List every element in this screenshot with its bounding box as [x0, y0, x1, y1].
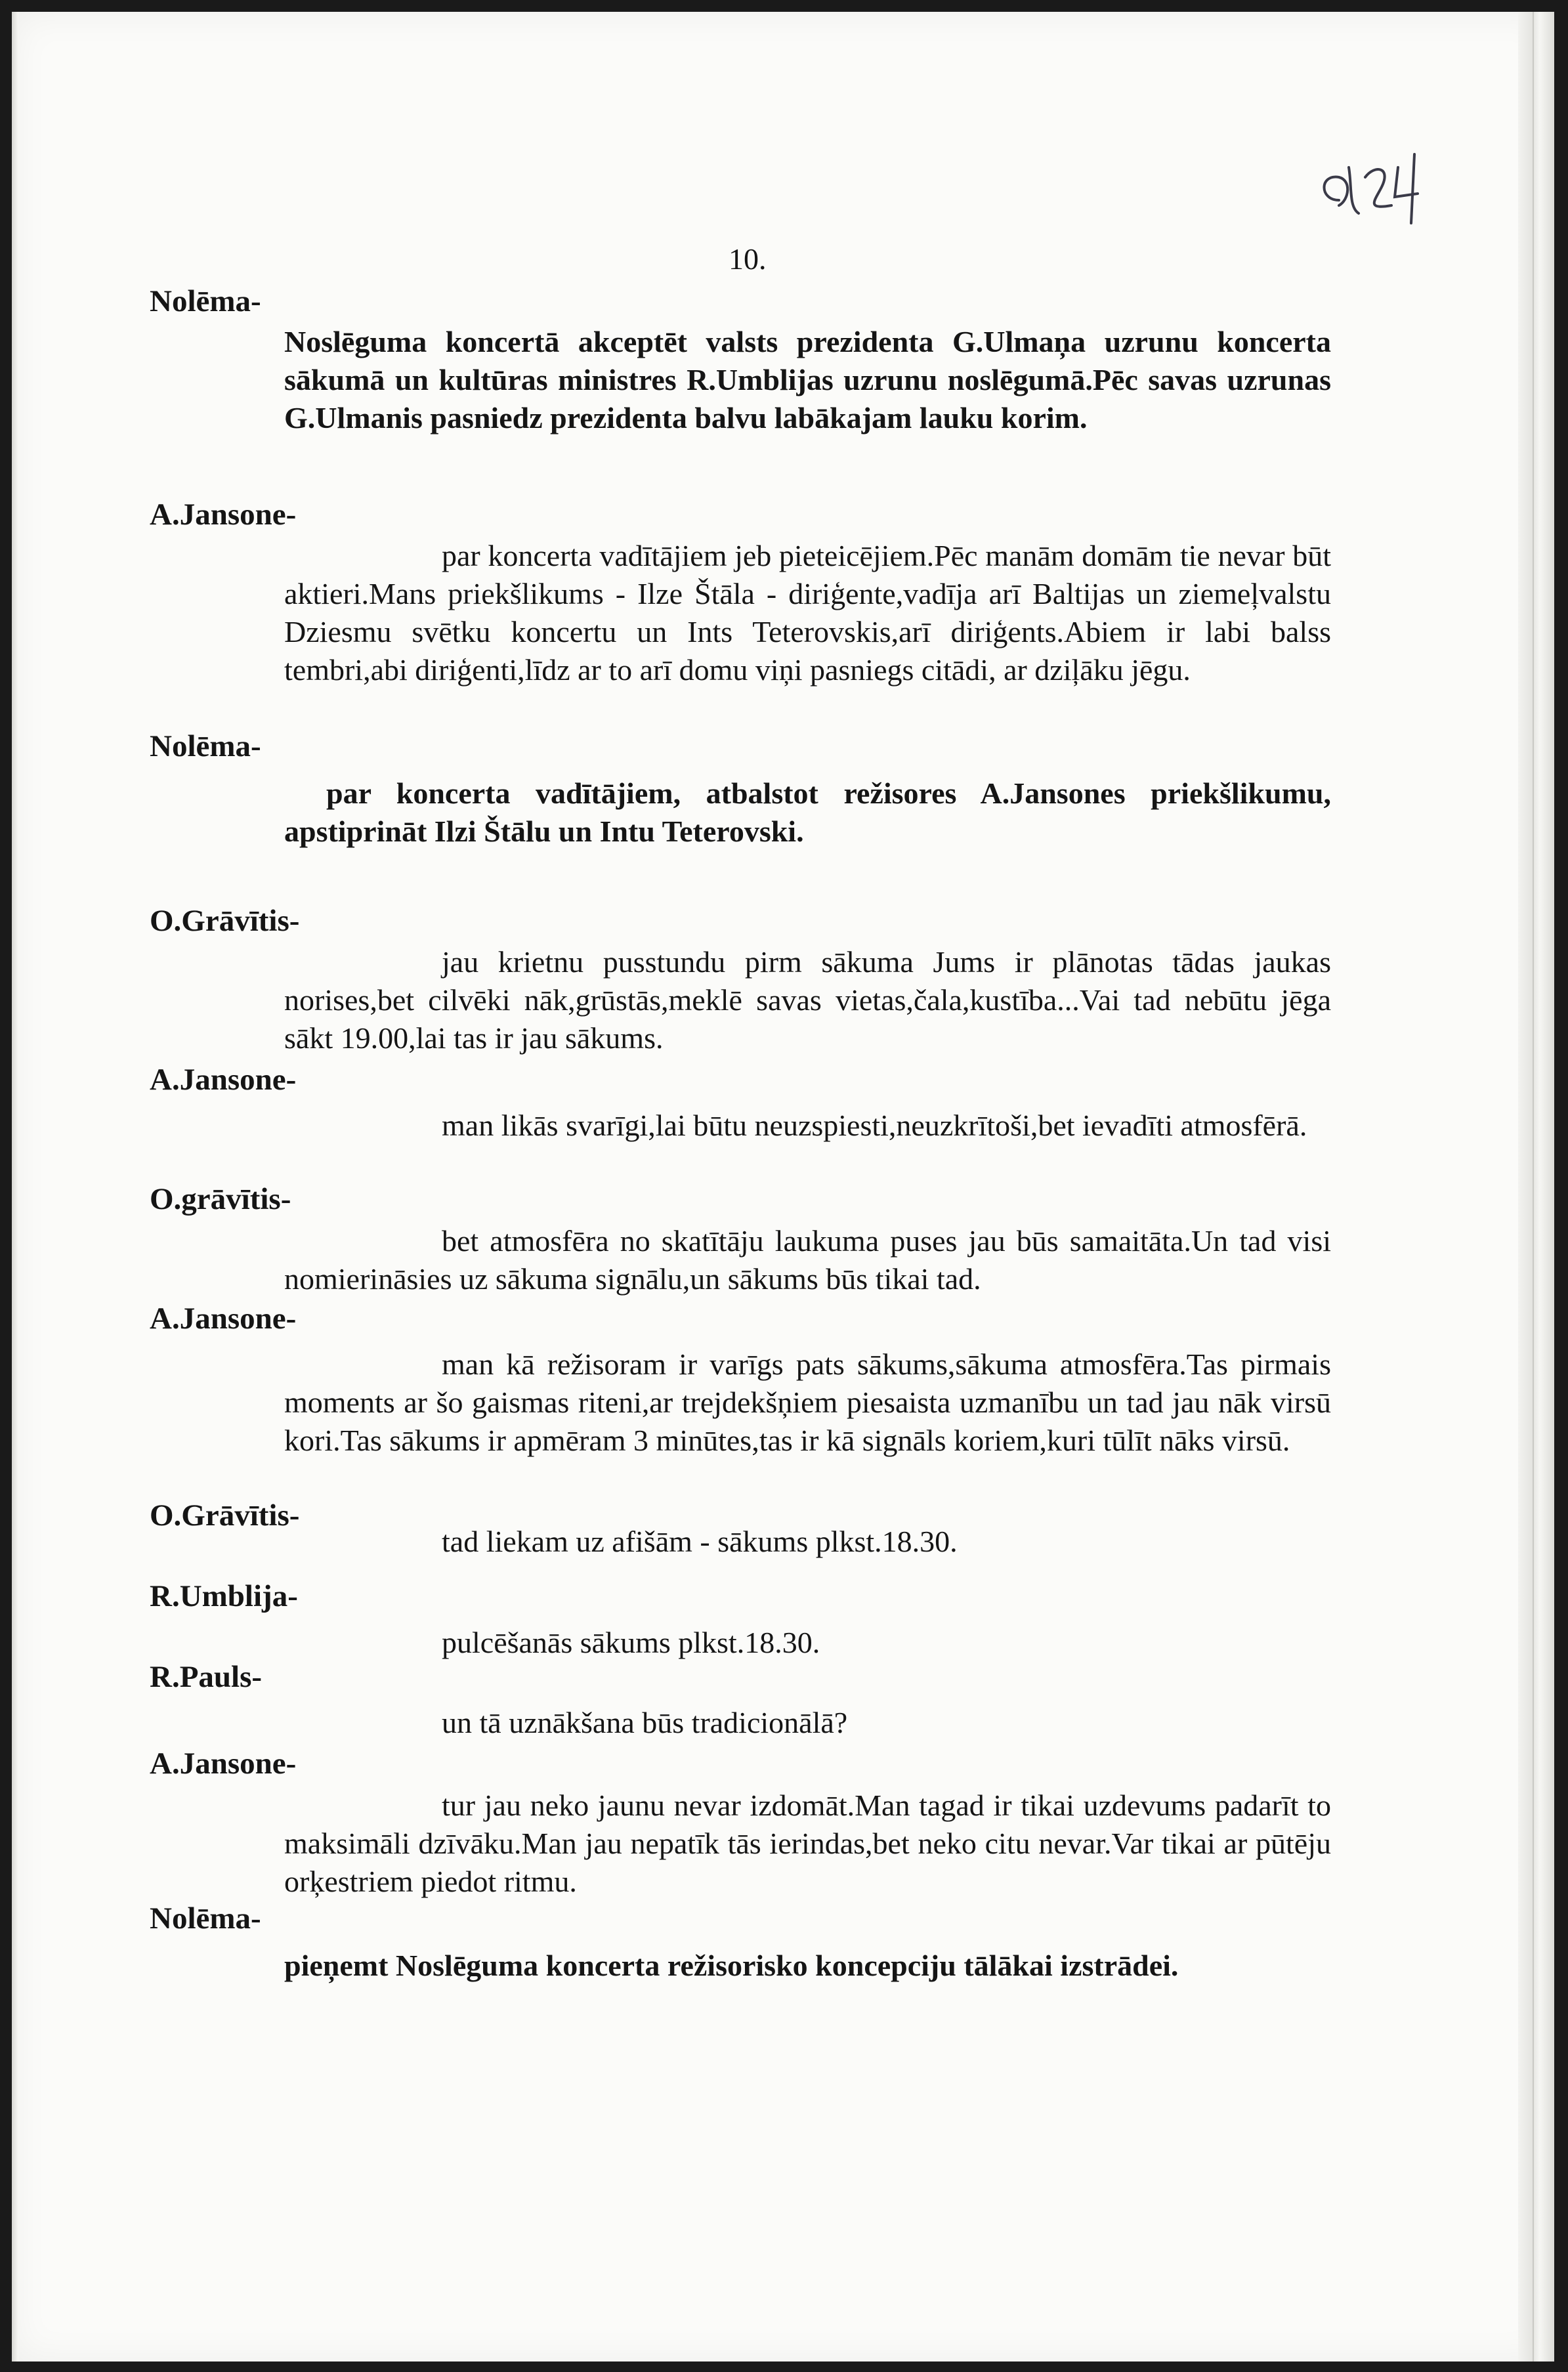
- statement-text: tad liekam uz afišām - sākums plkst.18.30.: [442, 1525, 958, 1558]
- speaker-label: R.Pauls-: [150, 1660, 263, 1694]
- page-right-edge: [1518, 12, 1554, 2361]
- speaker-label: O.Grāvītis-: [150, 1498, 300, 1533]
- speaker-label: A.Jansone-: [150, 498, 297, 532]
- speaker-label: A.Jansone-: [150, 1302, 297, 1336]
- speaker-label: Nolēma-: [150, 1901, 261, 1936]
- speaker-label: Nolēma-: [150, 729, 261, 763]
- handwritten-page-mark: [1313, 128, 1437, 226]
- statement-text: bet atmosfēra no skatītāju laukuma puses jau būs samaitāta.Un tad visi nomierināsies uz sākuma signālu,un sākums būs tikai tad.: [284, 1224, 1331, 1296]
- statement-text: tur jau neko jaunu nevar izdomāt.Man tagad ir tikai uzdevums padarīt to maksimāli dzīvāku.Man jau nepatīk tās ierindas,bet neko citu nevar.Var tikai ar pūtēju orķestriem piedot ritmu.: [284, 1789, 1331, 1898]
- statement-text: pulcēšanās sākums plkst.18.30.: [442, 1626, 820, 1659]
- page-left-edge: [12, 12, 18, 2361]
- resolution-text: par koncerta vadītājiem, atbalstot režisores A.Jansones priekšlikumu, apstiprināt Ilzi Štālu un Intu Teterovski.: [284, 776, 1331, 848]
- statement-text: man kā režisoram ir varīgs pats sākums,sākuma atmosfēra.Tas pirmais moments ar šo gaismas riteni,ar trejdekšņiem piesaista uzmanību un tad jau nāk virsū kori.Tas sākums ir apmēram 3 minūtes,tas ir kā signāls koriem,kuri tūlīt nāks virsū.: [284, 1347, 1331, 1457]
- resolution-text: pieņemt Noslēguma koncerta režisorisko koncepciju tālākai izstrādei.: [284, 1949, 1179, 1982]
- speaker-label: O.Grāvītis-: [150, 904, 300, 938]
- speaker-label: O.grāvītis-: [150, 1182, 291, 1216]
- speaker-label: R.Umblija-: [150, 1579, 298, 1613]
- resolution-text: Noslēguma koncertā akceptēt valsts prezidenta G.Ulmaņa uzrunu koncerta sākumā un kultūras ministres R.Umblijas uzrunu noslēgumā.Pēc savas uzrunas G.Ulmanis pasniedz prezidenta balvu labākajam lauku korim.: [284, 325, 1331, 434]
- speaker-label: A.Jansone-: [150, 1063, 297, 1097]
- speaker-label: Nolēma-: [150, 284, 261, 318]
- statement-text: jau krietnu pusstundu pirm sākuma Jums ir plānotas tādas jaukas norises,bet cilvēki nāk,grūstās,meklē savas vietas,čala,kustība...Vai tad nebūtu jēga sākt 19.00,lai tas ir jau sākums.: [284, 945, 1331, 1055]
- speaker-label: A.Jansone-: [150, 1747, 297, 1781]
- page-number: 10.: [729, 242, 767, 276]
- statement-text: man likās svarīgi,lai būtu neuzspiesti,neuzkrītoši,bet ievadīti atmosfērā.: [442, 1109, 1307, 1142]
- statement-text: un tā uznākšana būs tradicionālā?: [442, 1706, 848, 1739]
- statement-text: par koncerta vadītājiem jeb pieteicējiem.Pēc manām domām tie nevar būt aktieri.Mans priekšlikums - Ilze Štāla - diriģente,vadīja arī Baltijas un ziemeļvalstu Dziesmu svētku koncertu un Ints Teterovskis,arī diriģents.Abiem ir labi balss tembri,abi diriģenti,līdz ar to arī domu viņi pasniegs citādi, ar dziļāku jēgu.: [284, 539, 1331, 687]
